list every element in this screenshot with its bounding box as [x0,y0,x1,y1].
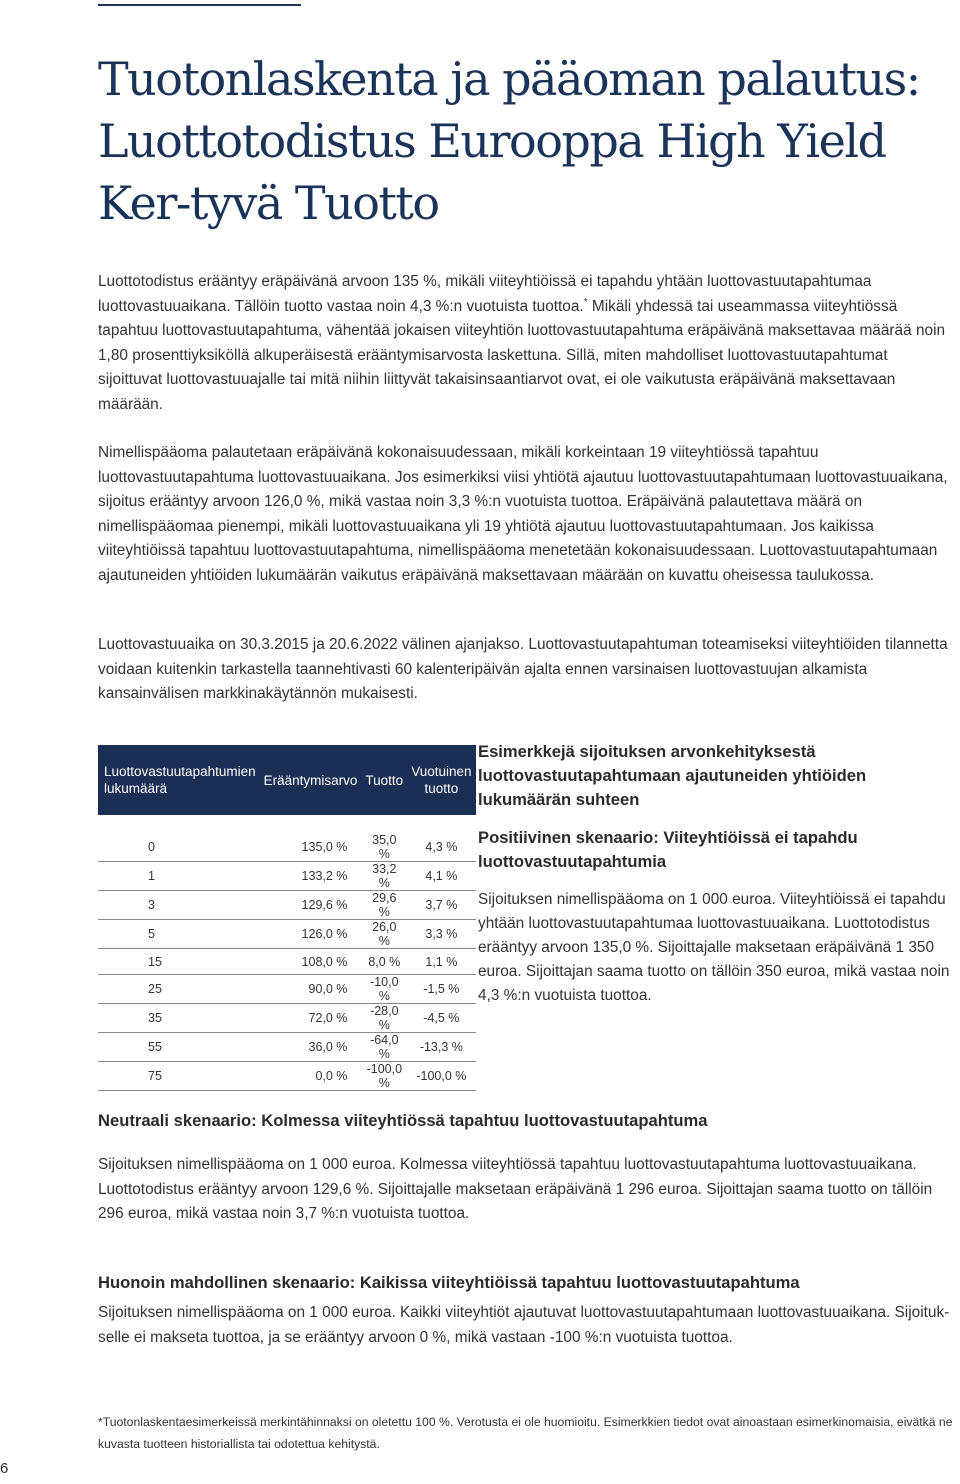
cell-maturity-value: 108,0 % [260,949,362,975]
table-row [98,862,476,891]
cell-return: -10,0 % [361,975,407,1004]
header-maturity-value: Erääntymisarvo [260,745,362,815]
cell-maturity-value: 72,0 % [260,1004,362,1033]
cell-credit-events: 55 [98,1033,260,1062]
cell-maturity-value: 126,0 % [260,920,362,949]
footnote-marker: * [583,296,588,308]
cell-annual-return: 3,3 % [407,920,475,949]
capital-return-paragraph: Nimellispääoma palautetaan eräpäivänä kokonaisuudessaan, mikäli korkeintaan 19 viiteyhtiössä tapahtuu luottovastuutapahtuma luottovastuuaikana. Jos esimerkiksi viisi yhtiötä ajautuu luottovastuutapahtumaan luottovastuuaikana, sijoitus erääntyy arvoon 126,0 %, mikä vastaa noin 3,3 %:n vuotuista tuottoa. Eräpäivänä palautettava määrä on nimellispääomaa pienempi, mikäli luottovastuuaikana yli 19 yhtiötä ajautuu luottovastuutapahtumaan. Jos kaikissa viiteyhtiöissä tapahtuu luottovastuutapahtuma, nimellispääoma menetetään kokonaisuudessaan. Luottovastuutapahtumaan ajautuneiden yhtiöiden lukumäärän vaikutus eräpäivänä maksettavaan määrään on kuvattu oheisessa taulukossa. [98,444,948,584]
cell-return: -64,0 % [361,1033,407,1062]
cell-credit-events: 75 [98,1062,260,1091]
header-return: Tuotto [361,745,407,815]
cell-maturity-value: 0,0 % [260,1062,362,1091]
cell-maturity-value: 129,6 % [260,891,362,920]
intro-paragraph-main: Luottotodistus erääntyy eräpäivänä arvoon 135 %, mikäli viiteyhtiöissä ei tapahdu yhtään luottovastuutapahtumaa luottovastuuaikana. Tällöin tuotto vastaa noin 4,3 %:n vuotuista tuottoa. [98,273,872,315]
cell-maturity-value: 90,0 % [260,975,362,1004]
cell-annual-return: 3,7 % [407,891,475,920]
examples-heading: Esimerkkejä sijoituksen arvonkehityksestä luottovastuutapahtumaan ajautuneiden yhtiöiden lukumäärän suhteen [478,742,867,809]
positive-scenario-heading: Positiivinen skenaario: Viiteyhtiöissä ei tapahdu luottovastuutapahtumia [478,828,858,871]
cell-return: -100,0 % [361,1062,407,1091]
worst-scenario [98,1271,956,1350]
intro-paragraph-rest: Mikäli yhdessä tai useammassa viiteyhtiössä tapahtuu luottovastuutapahtuma, vähentää jokaisen viiteyhtiön luottovastuutapahtuma eräpäivänä maksettavaa määrää noin 1,80 prosenttiyksiköllä alkuperäisestä erääntymisarvosta laskettuna. Sillä, miten mahdolliset luottovastuutapahtumat sijoittuvat luottovastuuajalle tai mitä niihin liittyvät takaisinsaantiarvot ovat, ei ole vaikutusta eräpäivänä maksettavaan määrään. [98,297,946,413]
cell-credit-events: 3 [98,891,260,920]
cell-annual-return: -100,0 % [407,1062,475,1091]
credit-period-paragraph: Luottovastuuaika on 30.3.2015 ja 20.6.2022 välinen ajanjakso. Luottovastuutapahtuman toteamiseksi viiteyhtiöiden tilannetta voidaan kuitenkin tarkastella taannehtivasti 60 kalenteripäivän ajalta ennen varsinaisen luottovastuujan alkamista kansainvälisen markkinakäytännön mukaisesti. [98,636,948,703]
table-row [98,920,476,949]
cell-annual-return: 4,3 % [407,815,475,862]
table-row [98,1033,476,1062]
table-row [98,1062,476,1091]
table-row [98,949,476,975]
table-row [98,815,476,862]
cell-annual-return: -4,5 % [407,1004,475,1033]
footnote: *Tuotonlaskentaesimerkeissä merkintähinnaksi on oletettu 100 %. Verotusta ei ole huomioitu. Esimerkkien tiedot ovat ainoastaan esimerkinomaisia, eivätkä ne kuvasta tuotteen historiallista tai odotettua kehitystä. [98,1415,953,1451]
cell-maturity-value: 135,0 % [260,815,362,862]
cell-credit-events: 5 [98,920,260,949]
table-header-row [98,745,476,815]
top-rule [98,4,301,6]
cell-return: 26,0 % [361,920,407,949]
neutral-scenario-heading: Neutraali skenaario: Kolmessa viiteyhtiössä tapahtuu luottovastuutapahtuma [98,1111,708,1130]
table-row [98,1004,476,1033]
cell-credit-events: 25 [98,975,260,1004]
header-credit-events: Luottovastuutapahtumien lukumäärä [98,745,260,815]
cell-credit-events: 1 [98,862,260,891]
worst-scenario-text: Sijoituksen nimellispääoma on 1 000 euroa. Kaikki viiteyhtiöt ajautuvat luottovastuutapahtumaan luottovastuuaikana. Sijoituk-selle ei makseta tuottoa, ja se erääntyy arvoon 0 %, mikä vastaan -100 %:n vuotuista tuottoa. [98,1304,950,1346]
table-row [98,891,476,920]
page-title: Tuotonlaskenta ja pääoman palautus: Luottotodistus Eurooppa High Yield Ker-tyvä Tuotto [98,52,920,230]
cell-return: 8,0 % [361,949,407,975]
cell-return: 29,6 % [361,891,407,920]
cell-maturity-value: 36,0 % [260,1033,362,1062]
header-annual-return: Vuotuinen tuotto [407,745,475,815]
neutral-scenario [98,1109,956,1227]
return-table [98,745,476,1091]
cell-credit-events: 15 [98,949,260,975]
cell-return: -28,0 % [361,1004,407,1033]
cell-annual-return: 4,1 % [407,862,475,891]
positive-scenario-text: Sijoituksen nimellispääoma on 1 000 euroa. Viiteyhtiöissä ei tapahdu yhtään luottovastuutapahtumaa luottovastuuaikana. Luottotodistus erääntyy arvoon 135,0 %. Sijoittajalle maksetaan eräpäivänä 1 350 euroa. Sijoittajan saama tuotto on tällöin 350 euroa, mikä vastaa noin 4,3 %:n vuotuista tuottoa. [478,891,950,1004]
cell-credit-events: 35 [98,1004,260,1033]
cell-annual-return: -13,3 % [407,1033,475,1062]
cell-annual-return: -1,5 % [407,975,475,1004]
page-number: 6 [0,1460,9,1477]
cell-maturity-value: 133,2 % [260,862,362,891]
worst-scenario-heading: Huonoin mahdollinen skenaario: Kaikissa viiteyhtiöissä tapahtuu luottovastuutapahtuma [98,1273,800,1292]
cell-return: 33,2 % [361,862,407,891]
examples-column [478,740,960,1008]
cell-annual-return: 1,1 % [407,949,475,975]
cell-return: 35,0 % [361,815,407,862]
intro-paragraph [98,270,956,418]
table-row [98,975,476,1004]
cell-credit-events: 0 [98,815,260,862]
neutral-scenario-text: Sijoituksen nimellispääoma on 1 000 euroa. Kolmessa viiteyhtiössä tapahtuu luottovastuutapahtuma luottovastuuaikana. Luottotodistus erääntyy arvoon 129,6 %. Sijoittajalle maksetaan eräpäivänä 1 296 euroa. Sijoittajan saama tuotto on tällöin 296 euroa, mikä vastaa noin 3,7 %:n vuotuista tuottoa. [98,1156,933,1223]
